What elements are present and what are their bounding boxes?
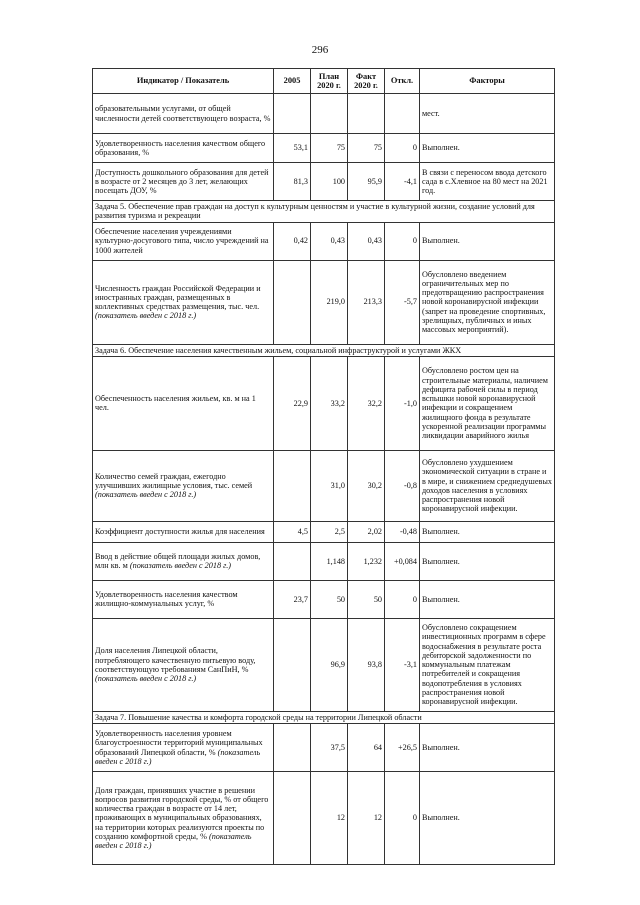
indicator-cell: [93, 356, 274, 450]
value-2005: [274, 260, 311, 344]
factors-cell: Выполнен.: [420, 580, 555, 618]
factors-cell: Обусловлено сокращением инвестиционных программ в сфере водоснабжения в результате роста дебиторской задолженности по коммунальным платежам потребителей и сокращения водопотребления в условиях распространения новой коронавирусной инфекции.: [420, 618, 555, 711]
indicator-cell: [93, 260, 274, 344]
factors-cell: Выполнен.: [420, 521, 555, 542]
table-row: [93, 222, 555, 260]
table-row: [93, 772, 555, 865]
task-title: Задача 7. Повышение качества и комфорта городской среды на территории Липецкой области: [93, 711, 555, 723]
value-deviation: -3,1: [385, 618, 420, 711]
value-2005: [274, 618, 311, 711]
value-2005: [274, 450, 311, 521]
value-fact: 50: [348, 580, 385, 618]
indicator-cell: [93, 94, 274, 134]
table-row: [93, 724, 555, 772]
indicator-text: Обеспечение населения учреждениями культурно-досугового типа, число учреждений на 1000 жителей: [95, 227, 269, 255]
indicator-text: Численность граждан Российской Федерации и иностранных граждан, размещенных в коллективных средствах размещения, тыс. чел.: [95, 283, 261, 312]
value-fact: 213,3: [348, 260, 385, 344]
value-plan: 219,0: [311, 260, 348, 344]
value-deviation: 0: [385, 772, 420, 865]
value-plan: 75: [311, 134, 348, 163]
value-fact: 93,8: [348, 618, 385, 711]
table-row: [93, 94, 555, 134]
table-row: [93, 580, 555, 618]
table-row: [93, 450, 555, 521]
indicator-cell: [93, 222, 274, 260]
header-deviation: Откл.: [385, 69, 420, 94]
value-fact: 75: [348, 134, 385, 163]
task-row: [93, 711, 555, 723]
value-fact: 12: [348, 772, 385, 865]
value-2005: 22,9: [274, 356, 311, 450]
value-fact: 2,02: [348, 521, 385, 542]
value-plan: 12: [311, 772, 348, 865]
factors-cell: Обусловлено ростом цен на строительные материалы, наличием дефицита рабочей силы в период вспышки новой коронавирусной инфекции и сокращением жилищного фонда в результате ускоренной реализации программы ликвидации аварийного жилья: [420, 356, 555, 450]
value-deviation: -0,48: [385, 521, 420, 542]
value-2005: 53,1: [274, 134, 311, 163]
task-row: [93, 344, 555, 356]
indicator-cell: [93, 580, 274, 618]
factors-cell: Выполнен.: [420, 724, 555, 772]
value-deviation: 0: [385, 134, 420, 163]
indicator-text: Удовлетворенность населения уровнем благоустроенности территорий муниципальных образований Липецкой области, %: [95, 729, 263, 757]
indicator-note: (показатель введен с 2018 г.): [95, 490, 197, 500]
indicator-text: образовательными услугами, от общей численности детей соответствующего возраста, %: [95, 104, 271, 123]
value-plan: 50: [311, 580, 348, 618]
indicator-text: Количество семей граждан, ежегодно улучшивших жилищные условия, тыс. семей: [95, 471, 253, 491]
table-body: [93, 94, 555, 865]
task-title: Задача 6. Обеспечение населения качественным жильем, социальной инфраструктурой и услугами ЖКХ: [93, 344, 555, 356]
value-fact: 32,2: [348, 356, 385, 450]
header-fact: Факт 2020 г.: [348, 69, 385, 94]
table-row: [93, 134, 555, 163]
indicator-text: Ввод в действие общей площади жилых домов, млн кв. м: [95, 552, 261, 571]
indicator-cell: [93, 450, 274, 521]
indicator-note: (показатель введен с 2018 г.): [95, 674, 197, 684]
factors-cell: Обусловлено ухудшением экономической ситуации в стране и в мире, и снижением среднедушевых доходов населения в условиях распространения новой коронавирусной инфекции.: [420, 450, 555, 521]
value-2005: [274, 542, 311, 580]
factors-cell: Обусловлено введением ограничительных мер по предотвращению распространения новой коронавирусной инфекции (запрет на проведение спортивных, зрелищных, публичных и иных массовых мероприятий).: [420, 260, 555, 344]
value-deviation: -1,0: [385, 356, 420, 450]
value-fact: 30,2: [348, 450, 385, 521]
table-row: [93, 542, 555, 580]
value-2005: 23,7: [274, 580, 311, 618]
task-title: Задача 5. Обеспечение прав граждан на доступ к культурным ценностям и участие в культурной жизни, создание условий для развития туризма и рекреации: [93, 201, 555, 223]
indicator-text: Удовлетворенность населения качеством общего образования, %: [95, 138, 266, 157]
page-number: 296: [311, 44, 329, 56]
value-fact: 1,232: [348, 542, 385, 580]
indicator-note: (показатель введен с 2018 г.): [95, 311, 197, 321]
indicator-cell: [93, 163, 274, 201]
indicators-table: [92, 68, 555, 865]
value-fact: 64: [348, 724, 385, 772]
header-factors: Факторы: [420, 69, 555, 94]
table-row: [93, 521, 555, 542]
table-row: [93, 356, 555, 450]
indicator-cell: [93, 618, 274, 711]
indicator-cell: [93, 542, 274, 580]
indicator-note: (показатель введен с 2018 г.): [129, 561, 231, 571]
value-2005: [274, 94, 311, 134]
indicator-cell: [93, 724, 274, 772]
value-deviation: +0,084: [385, 542, 420, 580]
value-plan: 2,5: [311, 521, 348, 542]
value-fact: 95,9: [348, 163, 385, 201]
indicator-text: Коэффициент доступности жилья для населения: [95, 527, 265, 537]
table-row: [93, 260, 555, 344]
value-plan: 100: [311, 163, 348, 201]
value-2005: [274, 724, 311, 772]
factors-cell: Выполнен.: [420, 134, 555, 163]
header-2005: 2005: [274, 69, 311, 94]
value-plan: 33,2: [311, 356, 348, 450]
factors-cell: Выполнен.: [420, 772, 555, 865]
value-plan: [311, 94, 348, 134]
value-deviation: 0: [385, 580, 420, 618]
value-deviation: +26,5: [385, 724, 420, 772]
header-indicator: Индикатор / Показатель: [93, 69, 274, 94]
value-plan: 37,5: [311, 724, 348, 772]
value-plan: 1,148: [311, 542, 348, 580]
indicator-note: (показатель введен с 2018 г.): [95, 747, 261, 766]
value-fact: [348, 94, 385, 134]
value-2005: [274, 772, 311, 865]
header-plan: План 2020 г.: [311, 69, 348, 94]
table-header-row: [93, 69, 555, 94]
indicator-note: (показатель введен с 2018 г.): [95, 831, 252, 851]
table-row: [93, 163, 555, 201]
value-plan: 31,0: [311, 450, 348, 521]
factors-cell: Выполнен.: [420, 542, 555, 580]
task-row: [93, 201, 555, 223]
value-deviation: -5,7: [385, 260, 420, 344]
value-deviation: -4,1: [385, 163, 420, 201]
indicator-cell: [93, 772, 274, 865]
factors-cell: мест.: [420, 94, 555, 134]
value-deviation: 0: [385, 222, 420, 260]
table-row: [93, 618, 555, 711]
indicator-text: Доля граждан, принявших участие в решении вопросов развития городской среды, % от общего количества граждан в возрасте от 14 лет, проживающих в муниципальных образованиях, на территории которых реализуются проекты по созданию комфортной среды, %: [95, 785, 269, 841]
factors-cell: В связи с переносом ввода детского сада в с.Хлевное на 80 мест на 2021 год.: [420, 163, 555, 201]
value-plan: 96,9: [311, 618, 348, 711]
value-deviation: -0,8: [385, 450, 420, 521]
indicator-text: Обеспеченность населения жильем, кв. м на 1 чел.: [95, 394, 256, 413]
indicator-cell: [93, 521, 274, 542]
factors-cell: Выполнен.: [420, 222, 555, 260]
indicator-cell: [93, 134, 274, 163]
value-2005: 4,5: [274, 521, 311, 542]
indicator-text: Доступность дошкольного образования для детей в возрасте от 2 месяцев до 3 лет, желающих посещать ДОУ, %: [95, 167, 269, 196]
value-fact: 0,43: [348, 222, 385, 260]
indicator-text: Доля населения Липецкой области, потребляющего качественную питьевую воду, соответствующую требованиям СанПиН, %: [95, 646, 256, 674]
value-2005: 81,3: [274, 163, 311, 201]
value-plan: 0,43: [311, 222, 348, 260]
value-deviation: [385, 94, 420, 134]
indicator-text: Удовлетворенность населения качеством жилищно-коммунальных услуг, %: [95, 590, 238, 609]
value-2005: 0,42: [274, 222, 311, 260]
